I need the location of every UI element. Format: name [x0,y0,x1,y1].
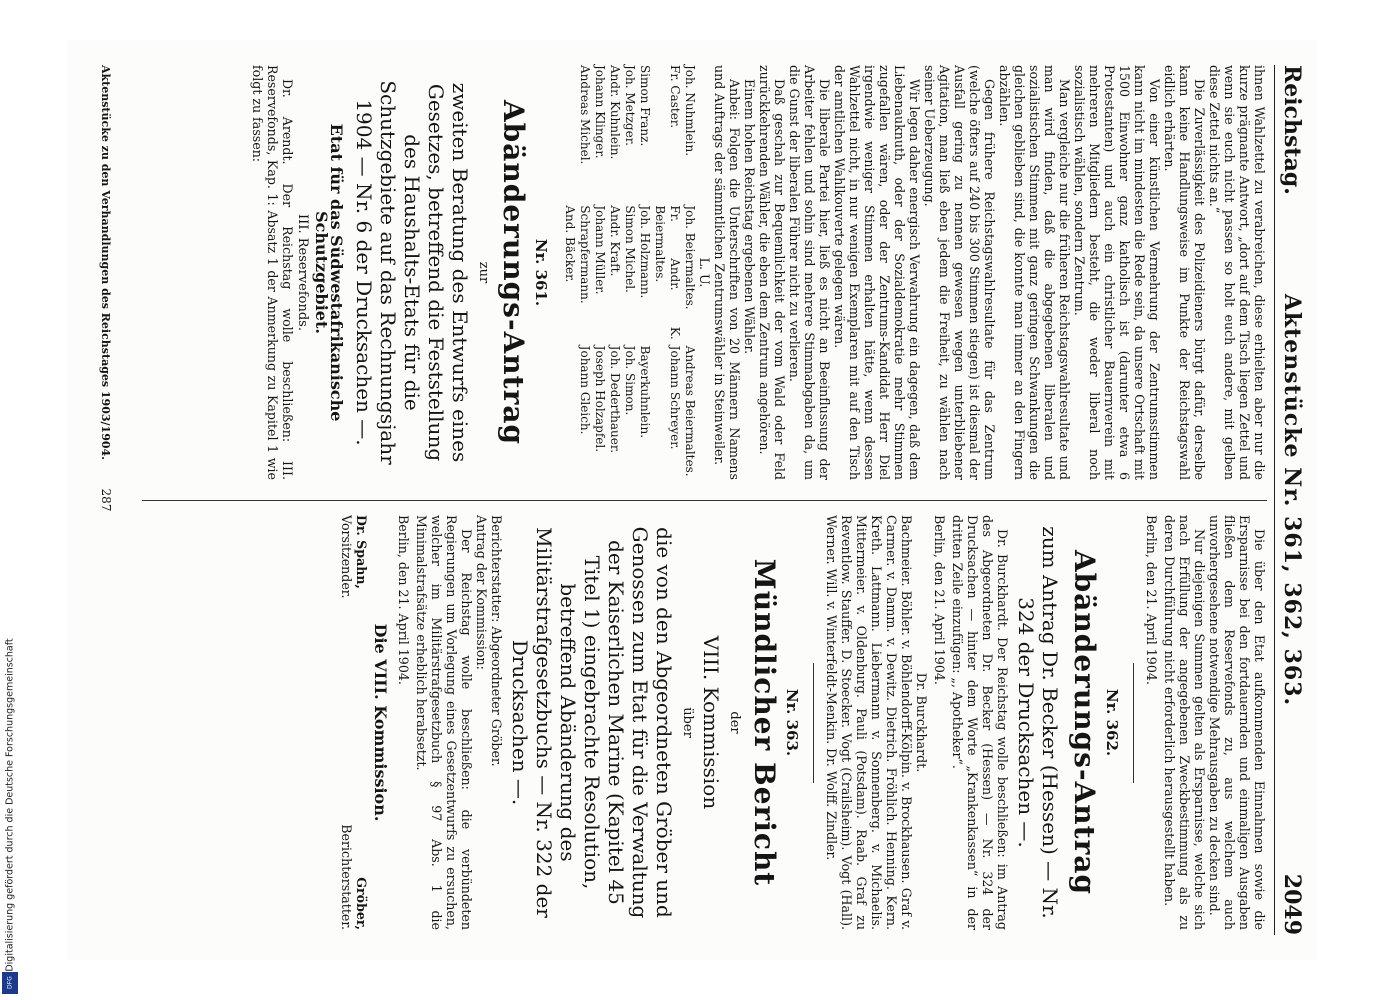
date-line: Berlin, den 21. April 1904. [395,515,411,685]
signatory: Joh. Holzmann. [637,205,652,299]
signatory: Joh. Nuhmlein. [682,65,697,157]
signer: Dr. Burckhardt. [913,672,929,773]
signatory: Andr. Kuhnlein. [607,65,622,160]
signatory: Simon Michel. [622,205,637,293]
paragraph: Die Zuverlässigkeit des Polizeidieners bürgt dafür, derselbe kann keine Handlungsweise im Punkte der Reichstagswahl eidlich erhärten. [1161,65,1207,480]
signatory: Fr. Caster. [667,65,682,129]
motion-362: Dr. Burckhardt. Der Reichstag wolle beschließen: im Antrag des Abgeordneten Dr. Becker (Hessen) — Nr. 324 der Drucksachen — hinter dem Worte „Krankenkassen“ in der dritten Zeile einzufügen: „, Apotheker“. [949,515,1010,930]
reporter-role: Berichterstatter. [338,824,354,930]
section-number-362: Nr. 362. [1102,688,1121,757]
signatory: Andreas Beiermaltes. [682,345,697,477]
section-number-361: Nr. 361. [531,238,550,307]
signatory: Joh. Simon. [622,345,637,416]
signatory: Schrapfermann. [577,205,592,304]
commission-name: VIII. Kommission [698,635,723,810]
dfg-logo-icon: DFG [2,972,18,994]
paragraph: Man vergleiche nur die früheren Reichstagswahlresultate und man wird finden, daß die abgegebenen liberalen und sozialistischen Stimmen mit ganz geringen Schwankungen die gleichen geblieben sind, die konnte man immer an den Fingern abzählen. [996,65,1072,480]
signatory: Johann Schreyer. [667,345,682,450]
digitization-text: Digitalisierung gefördert durch die Deutsche Forschungsgemeinschaft [4,638,16,972]
paragraph: Anbei: Folgen die Unterschriften von 20 Männern Namens und Auftrags der sämmtlichen Zentrumswähler in Steinweiler. [711,65,742,480]
paragraph: Nur diejenigen Summen gelten als Ersparnisse, welche sich nach Erfüllung der angegebenen Zweckbestimmung als zu deren Durchführung nicht erforderlich herausgestellt haben. [1161,515,1207,930]
chair-signature [339,515,369,598]
header-center: Aktenstücke Nr. 361, 362, 363. [1278,293,1305,707]
right-column [339,515,1267,930]
digitization-credit [0,610,20,1000]
column-divider [142,500,1267,501]
signatory [562,65,577,199]
motion-361: Dr. Arendt. Der Reichstag wolle beschließen: III. Reservefonds, Kap. 1: Absatz 1 der Anmerkung zu Kapitel 1 wie folgt zu fassen: [249,65,295,480]
signatory: Johann Gleich. [577,345,592,435]
running-header [1274,65,1305,935]
date-line: Berlin, den 21. April 1904. [1143,515,1159,685]
section-body-363: die von den Abgeordneten Gröber und Genossen zum Etat für die Verwaltung der Kaiserlichen Marine (Kapitel 45 Titel 1) eingebrachte Resolution, betreffend Abänderung des Militärstrafgesetzbuchs — Nr. 322 der Drucksachen —. [507,526,676,919]
paragraph: Wir legen daher energisch Verwahrung ein dagegen, daß dem Liebenauknuth, oder der Sozialdemokratie mehr Stimmen zugefallen wären, oder der Zentrums-Kandidat Herr Diel irgendwie weniger Stimmen erhalten hätte, wenn dessen Wahlzettel nicht, in nur wenigen Exemplaren mit auf den Tisch der amtlichen Wahlkouverte gelegen wären. [831,65,922,480]
section-body-361: zweiten Beratung des Entwurfs eines Gesetzes, betreffend die Feststellung des Haushalts-Etats für die Schutzgebiete auf das Rechnungsjahr 1904 — Nr. 6 der Drucksachen —. [351,80,472,465]
left-column [250,65,1267,480]
signatory: Joseph Holzapfel. [592,345,607,453]
section-title-363: Mündlicher Bericht [747,558,781,887]
signatory: Joh. Dederthauer. [607,345,622,454]
signatories-list [562,65,697,480]
etat-heading: Etat für das Südwestafrikanische Schutzgebiet. [311,123,346,422]
paragraph: Einem hohen Reichstag ergebenen Wähler. [741,79,757,355]
paragraph: Gegen frühere Reichstagswahlresultate für das Zentrum (welche öfters auf 240 bis 300 Stimmen stiegen) ist diesmal der Ausfall gering zu nennen gewesen wegen unterbliebener Agitation, man ließ eben jedem die Freiheit, zu wählen nach seiner Ueberzeugung. [921,65,997,480]
supporters-list: Bachmeier. Böhler. v. Böhlendorff-Kölpin. v. Brockhausen. Graf v. Carmer. v. Damm. v. Dewitz. Dietrich. Fröhlich. Henning. Kern. Kreth. Lattmann. Liebermann v. Sonnenberg. v. Michaelis. Mittermeier. v. Oldenburg. Pauli (Potsdam). Raab. Graf zu Reventlow. Stauffer. D. Stoecker. Vogt (Crailsheim). Vogt (Hall). Werner. Will. v. Winterfeldt-Menkin. Dr. Wolff. Zindler. [823,515,914,930]
signatory: Johann Müller. [592,205,607,295]
section-divider [813,663,814,783]
motion-363: Der Reichstag wolle beschließen: die verbündeten Regierungen um Vorlegung eines Gesetzentwurfs zu ersuchen, welcher im Militärstrafgesetzbuch § 97 Abs. 1 die Minimalstrafsätze erheblich herabsetzt. [413,515,474,930]
date-line: Berlin, den 21. April 1904. [931,515,947,685]
chair-role: Vorsitzender. [338,515,354,599]
paragraph: Daß geschah zur Bequemlichkeit der vom Wald oder Feld zurückkehrenden Wähler, die eben dem Zentrum angehören. [756,65,787,480]
signatory: Joh. Beiermaltes. [682,205,697,310]
section-connector: zur [475,261,491,284]
signatory: Johann Klinger. [592,65,607,159]
section-divider [1133,663,1134,783]
reporter-signature [339,824,369,930]
paragraph: ihnen Wahlzettel zu verabreichen, diese erhielten aber nur die kurze prägnante Antwort, „dort auf dem Tisch liegen Zettel und wenn sie euch nicht passen so holt euch andere, mit gelben diese Zettel nichts an.“ [1206,65,1267,480]
fonds-heading: III. Reservefonds. [294,214,310,331]
section-title-361: Abänderungs-Antrag [496,99,530,446]
section-body-362: zum Antrag Dr. Becker (Hessen) — Nr. 324 der Drucksachen —. [1013,526,1062,919]
signatory: And. Bäcker. [562,205,577,283]
paragraph: Von einer künstlichen Vermehrung der Zentrumsstimmen kann nicht im mindesten die Rede sein, da unsere Ortschaft mit 1500 Einwohner ganz katholisch ist (darunter etwa 6 Protestanten) und auch ein christlicher Bauernverein mit mehreren Mitgliedern besteht, die weder liberal noch sozialistisch wählen, sondern Zentrum. [1071,65,1162,480]
paragraph: Die über den Etat aufkommenden Einnahmen sowie die Ersparnisse bei den fortdauernden und einmaligen Ausgaben fließen dem Reservefonds zu, aus welchem auch unvorhergesehene notwendige Mehrausgaben zu decken sind. [1206,515,1267,930]
sheet-signature: 287 [98,488,113,512]
section-number-363: Nr. 363. [782,688,801,757]
signatory: Andreas Michel. [577,65,592,165]
signatory: Bayerkuhnlein. [637,345,652,439]
signatory: Andr. Kraft. [607,205,622,277]
commission-motion-label: Antrag der Kommission: [473,515,489,670]
signatory: Simon Franz. [637,65,652,147]
paragraph: Die liberale Partei hier, ließ es nicht an Beeinflussung der Arbeiter fehlen und sohin sind mehrere Stimmabgaben da, um die Gunst der liberalen Führer nicht zu verlieren. [786,65,832,480]
signature-block [339,515,369,930]
seal-mark: L. U. [696,257,712,288]
signatory [562,346,577,480]
chair-name: Dr. Spahn, [353,515,369,589]
section-title-362: Abänderungs-Antrag [1067,549,1101,896]
section-connector: der [726,711,742,734]
section-connector: über [679,707,695,738]
rotated-page [67,40,1317,960]
signatory: Fr. Andr. K. Beiermaltes. [652,205,682,340]
commission-closing: Die VIII. Kommission. [370,623,390,822]
page-number: 2049 [1278,873,1305,935]
reporter-name: Gröber, [353,877,369,930]
signatory: Joh. Metzger. [622,65,637,146]
header-left: Reichstag. [1278,65,1305,195]
reporter-line: Berichterstatter: Abgeordneter Gröber. [488,515,504,767]
footer-citation: Aktenstücke zu den Verhandlungen des Reichstages 1903/1904. [98,65,112,460]
